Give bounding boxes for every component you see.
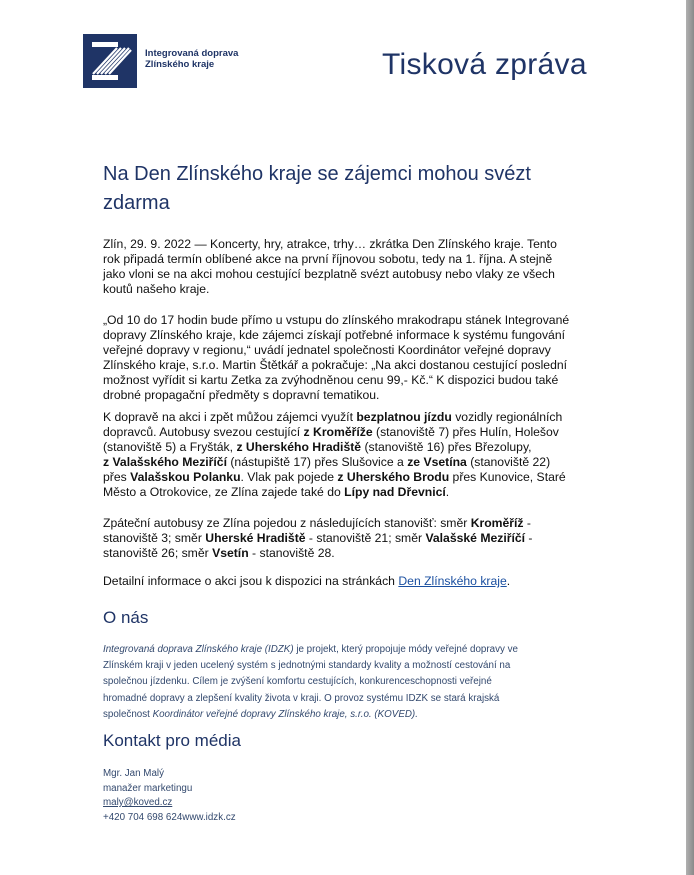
logo-line2: Zlínského kraje — [145, 59, 215, 70]
text-line: z Valašského Meziříčí (nástupiště 17) přes Slušovice a ze Vsetína (stanoviště 22) — [103, 455, 551, 469]
article-title — [103, 160, 573, 218]
title-line2: zdarma — [103, 192, 170, 214]
paragraph-quote — [103, 313, 588, 403]
press-release-label: Tisková zpráva — [382, 48, 587, 81]
text-line: rok připadá termín oblíbené akce na první říjnovou sobotu, tedy na 1. října. A stejně — [103, 252, 553, 266]
paragraph-intro — [103, 237, 588, 297]
paragraph-transport — [103, 410, 588, 500]
text-line: jako vloni se na akci mohou cestující bezplatně svézt autobusy nebo vlaky ze všech — [103, 267, 555, 281]
paragraph-details: Detailní informace o akci jsou k dispozici na stránkách Den Zlínského kraje. — [103, 574, 511, 588]
text-line: Město a Otrokovice, ze Zlína zajede také do Lípy nad Dřevnicí. — [103, 485, 450, 499]
text-line: stanoviště 3; směr Uherské Hradiště - stanoviště 21; směr Valašské Meziříčí - — [103, 531, 533, 545]
text-line: přes Valašskou Polanku. Vlak pak pojede z Uherského Brodu přes Kunovice, Staré — [103, 470, 566, 484]
text-line: dopravců. Autobusy svezou cestující z Kroměříže (stanoviště 7) přes Hulín, Holešov — [103, 425, 559, 439]
text-line: Zpáteční autobusy ze Zlína pojedou z následujících stanovišť: směr Kroměříž - — [103, 516, 531, 530]
text-line: společnou jízdenku. Cílem je zvýšení komfortu cestujících, konkurenceschopnosti veřejné — [103, 676, 492, 688]
text-line: dopravy Zlínského kraje, kde zájemci získají potřebné informace k systému fungování — [103, 328, 565, 342]
text-line: Integrovaná doprava Zlínského kraje (IDZK) je projekt, který propojuje módy veřejné dopravy ve — [103, 644, 518, 655]
contact-phone-web: +420 704 698 624www.idzk.cz — [103, 811, 236, 823]
logo-line1: Integrovaná doprava — [145, 48, 239, 59]
idzk-logo — [83, 34, 137, 88]
page-edge-shadow — [686, 0, 694, 875]
paragraph-return — [103, 516, 588, 561]
text-line: koutů našeho kraje. — [103, 282, 210, 296]
text-line: společnost Koordinátor veřejné dopravy Zlínského kraje, s.r.o. (KOVED). — [103, 708, 418, 720]
contact-block — [103, 767, 236, 825]
text-line: Zlínského kraje, s.r.o. Martin Štětkář a pokračuje: „Na akci dostanou cestující poslední — [103, 358, 568, 372]
logo-text — [145, 48, 238, 70]
den-zlinskeho-kraje-link[interactable]: Den Zlínského kraje — [398, 574, 507, 588]
text-line: „Od 10 do 17 hodin bude přímo u vstupu do zlínského mrakodrapu stánek Integrované — [103, 313, 570, 327]
text-line: (stanoviště 5) a Fryšták, z Uherského Hradiště (stanoviště 16) přes Březolupy, — [103, 440, 532, 454]
contact-heading: Kontakt pro média — [103, 731, 241, 750]
text-line: hromadné dopravy a zlepšení kvality života v kraji. O provoz systému IDZK se stará krajská — [103, 692, 500, 704]
text-line: veřejné dopravy v regionu,“ uvádí jednatel společnosti Koordinátor veřejné dopravy — [103, 343, 551, 357]
about-heading: O nás — [103, 608, 149, 627]
text-line: drobné propagační předměty s dopravní tematikou. — [103, 388, 380, 402]
contact-role: manažer marketingu — [103, 782, 193, 794]
text-line: stanoviště 26; směr Vsetín - stanoviště 28. — [103, 546, 335, 560]
about-text — [103, 642, 593, 723]
text-line: možnost vyřídit si kartu Zetka za zvýhodněnou cenu 99,- Kč.“ K dispozici budou také — [103, 373, 559, 387]
text-line: Zlín, 29. 9. 2022 — Koncerty, hry, atrakce, trhy… zkrátka Den Zlínského kraje. Tento — [103, 237, 557, 251]
text-line: Zlínském kraji v jeden ucelený systém s jednotnými standardy kvality a možností cestování na — [103, 660, 511, 672]
logo-z-icon — [83, 34, 137, 88]
contact-name: Mgr. Jan Malý — [103, 768, 164, 779]
text-line: K dopravě na akci i zpět můžou zájemci využít bezplatnou jízdu vozidly regionálních — [103, 410, 563, 424]
contact-email-link[interactable]: maly@koved.cz — [103, 797, 173, 808]
title-line1: Na Den Zlínského kraje se zájemci mohou svézt — [103, 163, 531, 185]
